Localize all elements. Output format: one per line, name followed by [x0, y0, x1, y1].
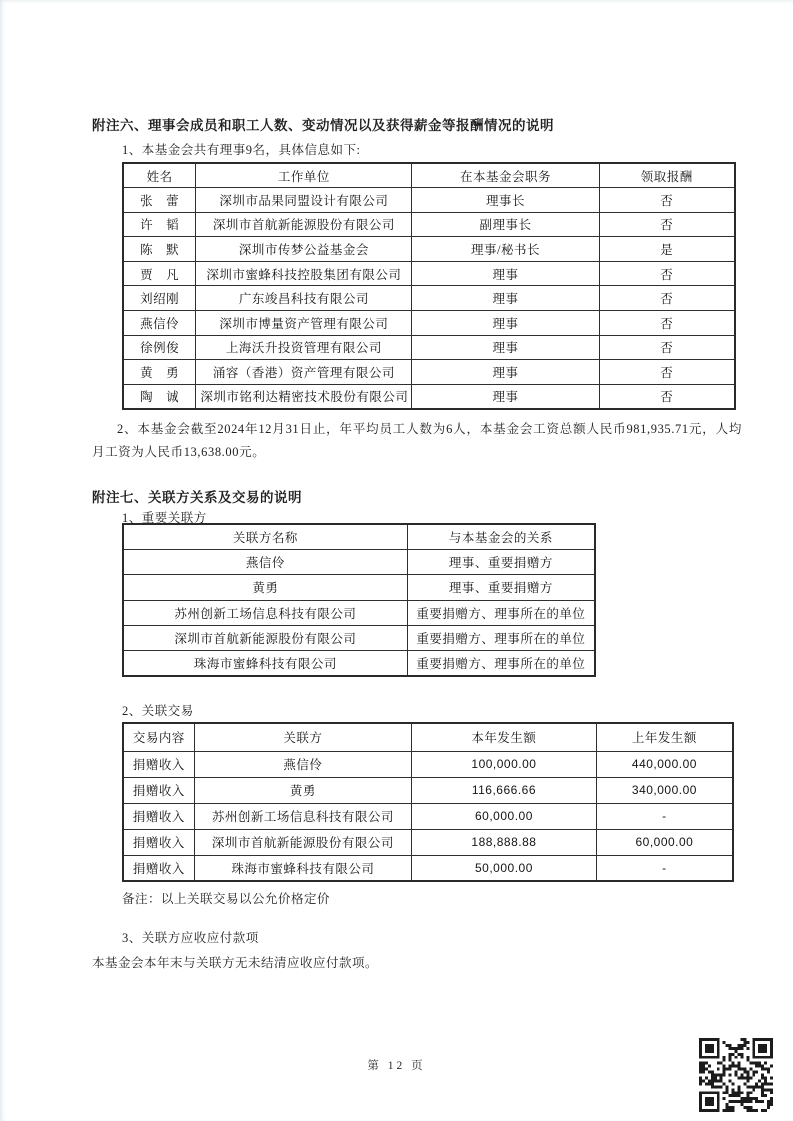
- table-cell: 116,666.66: [412, 777, 597, 803]
- table-cell: 60,000.00: [596, 829, 733, 855]
- table-cell: 否: [599, 286, 735, 311]
- table-cell: 刘绍刚: [123, 286, 196, 311]
- table-cell: 理事、重要捐赠方: [407, 575, 595, 600]
- table-cell: 否: [599, 261, 735, 286]
- table-cell: 重要捐赠方、理事所在的单位: [407, 626, 595, 651]
- table-cell: -: [596, 803, 733, 829]
- table-cell: 燕信伶: [123, 549, 407, 574]
- table-row: [123, 600, 595, 625]
- table-cell: 深圳市首航新能源股份有限公司: [123, 626, 407, 651]
- table-cell: 燕信伶: [194, 751, 411, 777]
- table-row: [123, 777, 733, 803]
- table-cell: 黄勇: [194, 777, 411, 803]
- table-cell: 深圳市首航新能源股份有限公司: [196, 212, 412, 237]
- table-cell: 理事长: [412, 188, 599, 213]
- table-cell: 苏州创新工场信息科技有限公司: [123, 600, 407, 625]
- note6-item2: 2、本基金会截至2024年12月31日止，年平均员工人数为6人，本基金会工资总额人民币981,935.71元，人均月工资为人民币13,638.00元。: [92, 422, 742, 459]
- table-cell: 捐赠收入: [123, 855, 194, 881]
- table-cell: 深圳市品果同盟设计有限公司: [196, 188, 412, 213]
- column-header: 与本基金会的关系: [407, 524, 595, 549]
- note7-item1: 1、重要关联方: [122, 511, 207, 525]
- table-cell: 珠海市蜜蜂科技有限公司: [194, 855, 411, 881]
- table-header-row: [123, 723, 733, 751]
- table-row: [123, 751, 733, 777]
- table-cell: 黄 勇: [123, 360, 196, 385]
- table-cell: 重要捐赠方、理事所在的单位: [407, 651, 595, 676]
- note7-heading: 附注七、关联方关系及交易的说明: [92, 490, 302, 505]
- table-cell: 捐赠收入: [123, 751, 194, 777]
- note7-item3: 3、关联方应收应付款项: [122, 931, 259, 945]
- page-number: 第 12 页: [367, 1060, 426, 1072]
- column-header: 交易内容: [123, 723, 194, 751]
- table-header-row: [123, 163, 735, 188]
- table-cell: 珠海市蜜蜂科技有限公司: [123, 651, 407, 676]
- table-row: [123, 261, 735, 286]
- table-cell: 深圳市传梦公益基金会: [196, 237, 412, 262]
- table-cell: 188,888.88: [412, 829, 597, 855]
- table-cell: 理事: [412, 311, 599, 336]
- table-cell: 黄勇: [123, 575, 407, 600]
- table-cell: 涌容（香港）资产管理有限公司: [196, 360, 412, 385]
- table-cell: 深圳市铭利达精密技术股份有限公司: [196, 384, 412, 409]
- table-row: [123, 360, 735, 385]
- table-row: [123, 335, 735, 360]
- table-cell: 深圳市蜜蜂科技控股集团有限公司: [196, 261, 412, 286]
- table-row: [123, 188, 735, 213]
- table-cell: 50,000.00: [412, 855, 597, 881]
- related-parties-table: [122, 523, 596, 677]
- table-row: [123, 212, 735, 237]
- table-cell: 理事、重要捐赠方: [407, 549, 595, 574]
- table-cell: 陈 默: [123, 237, 196, 262]
- table-row: [123, 626, 595, 651]
- table-row: [123, 384, 735, 409]
- table-row: [123, 855, 733, 881]
- table-cell: 否: [599, 311, 735, 336]
- column-header: 工作单位: [196, 163, 412, 188]
- table-cell: 440,000.00: [596, 751, 733, 777]
- table-row: [123, 237, 735, 262]
- column-header: 本年发生额: [412, 723, 597, 751]
- table-row: [123, 549, 595, 574]
- column-header: 上年发生额: [596, 723, 733, 751]
- table-cell: 副理事长: [412, 212, 599, 237]
- table-cell: 许 韬: [123, 212, 196, 237]
- table-cell: 重要捐赠方、理事所在的单位: [407, 600, 595, 625]
- column-header: 关联方名称: [123, 524, 407, 549]
- table-row: [123, 575, 595, 600]
- table-cell: 捐赠收入: [123, 829, 194, 855]
- table-cell: 340,000.00: [596, 777, 733, 803]
- table-cell: 否: [599, 212, 735, 237]
- qr-code-icon: [699, 1038, 773, 1112]
- table-cell: 60,000.00: [412, 803, 597, 829]
- column-header: 姓名: [123, 163, 196, 188]
- note7-item2: 2、关联交易: [122, 704, 194, 718]
- table-cell: 苏州创新工场信息科技有限公司: [194, 803, 411, 829]
- table-cell: 否: [599, 188, 735, 213]
- table-row: [123, 286, 735, 311]
- table-cell: 深圳市首航新能源股份有限公司: [194, 829, 411, 855]
- table-cell: 100,000.00: [412, 751, 597, 777]
- note6-item1: 1、本基金会共有理事9名，具体信息如下:: [122, 143, 361, 157]
- column-header: 关联方: [194, 723, 411, 751]
- table-cell: 理事: [412, 384, 599, 409]
- table-cell: 捐赠收入: [123, 777, 194, 803]
- table-cell: 否: [599, 360, 735, 385]
- table-cell: 张 蕾: [123, 188, 196, 213]
- table-row: [123, 829, 733, 855]
- table-cell: 上海沃升投资管理有限公司: [196, 335, 412, 360]
- table-cell: 燕信伶: [123, 311, 196, 336]
- table-row: [123, 803, 733, 829]
- column-header: 领取报酬: [599, 163, 735, 188]
- table-cell: 理事: [412, 286, 599, 311]
- table-cell: 深圳市博量资产管理有限公司: [196, 311, 412, 336]
- note7-item3-body: 本基金会本年末与关联方无未结清应收应付款项。: [92, 956, 379, 970]
- table-cell: 是: [599, 237, 735, 262]
- table-cell: 理事/秘书长: [412, 237, 599, 262]
- board-members-table: [122, 162, 736, 410]
- table-row: [123, 651, 595, 676]
- table-cell: 徐例俊: [123, 335, 196, 360]
- table-cell: 理事: [412, 360, 599, 385]
- table-cell: -: [596, 855, 733, 881]
- table-cell: 贾 凡: [123, 261, 196, 286]
- table-cell: 否: [599, 335, 735, 360]
- table-row: [123, 311, 735, 336]
- table-cell: 广东竣昌科技有限公司: [196, 286, 412, 311]
- table-cell: 否: [599, 384, 735, 409]
- table-cell: 陶 诚: [123, 384, 196, 409]
- note6-heading: 附注六、理事会成员和职工人数、变动情况以及获得薪金等报酬情况的说明: [92, 118, 554, 133]
- table-cell: 理事: [412, 335, 599, 360]
- transactions-remark: 备注：以上关联交易以公允价格定价: [122, 892, 331, 906]
- table-cell: 捐赠收入: [123, 803, 194, 829]
- column-header: 在本基金会职务: [412, 163, 599, 188]
- related-transactions-table: [122, 722, 734, 882]
- table-header-row: [123, 524, 595, 549]
- table-cell: 理事: [412, 261, 599, 286]
